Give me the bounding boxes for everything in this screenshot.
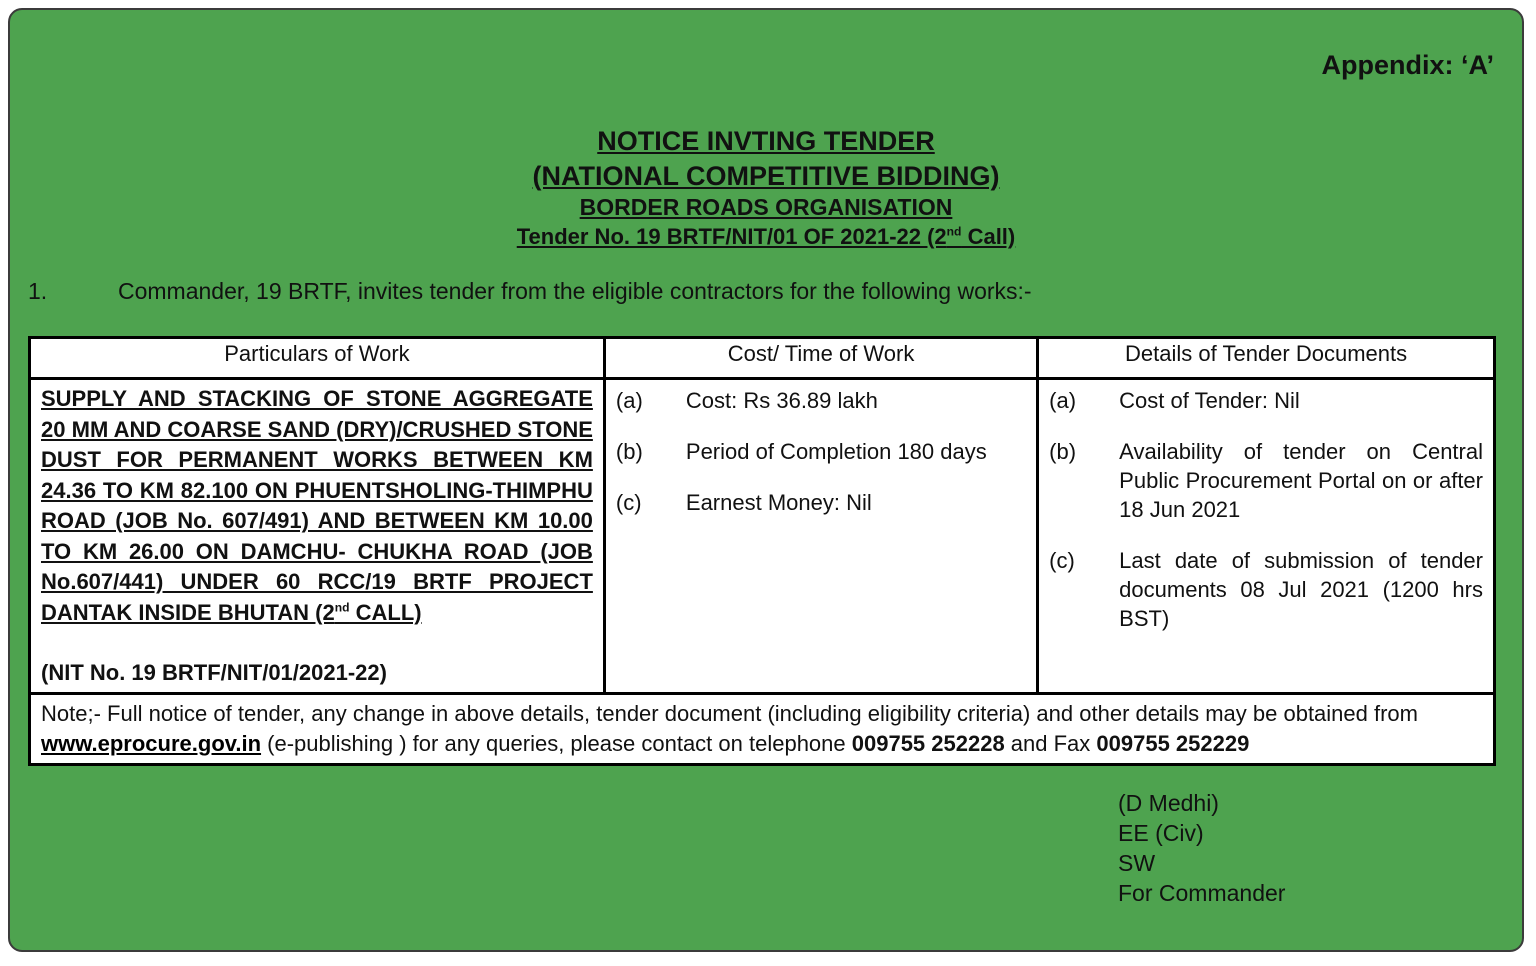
bidding-type: (NATIONAL COMPETITIVE BIDDING)	[532, 160, 1000, 191]
list-item	[616, 437, 1026, 466]
item-label: (b)	[1049, 439, 1077, 464]
item-label: (b)	[615, 439, 643, 464]
work-description-sup: nd	[334, 600, 350, 615]
list-item	[1049, 386, 1483, 415]
intro-text: Commander, 19 BRTF, invites tender from the eligible contractors for the following works:-	[118, 278, 1032, 304]
organisation-name: BORDER ROADS ORGANISATION	[579, 194, 953, 221]
tender-docs-cell	[1038, 379, 1495, 694]
signatory-for: For Commander	[1118, 880, 1286, 906]
item-label: (a)	[1049, 388, 1077, 413]
tender-number-call: Call)	[961, 223, 1016, 249]
signature-block	[1118, 788, 1285, 908]
nit-number: (NIT No. 19 BRTF/NIT/01/2021-22)	[41, 660, 387, 685]
notice-title: NOTICE INVTING TENDER	[597, 126, 935, 156]
header-tender-docs: Details of Tender Documents	[1038, 338, 1495, 379]
list-item	[616, 386, 1026, 415]
tender-cost-text: Cost of Tender: Nil	[1119, 388, 1300, 413]
telephone-number: 009755 252228	[851, 731, 1005, 756]
particulars-cell	[30, 379, 605, 694]
table-header-row	[30, 338, 1495, 379]
work-description-text: SUPPLY AND STACKING OF STONE AGGREGATE 20 MM AND COARSE SAND (DRY)/CRUSHED STONE DUST FOR PERMANENT WORKS BETWEEN KM 24.36 TO KM 82.100 ON PHUENTSHOLING-THIMPHU ROAD (JOB No. 607/491) AND BETWEEN KM 10.00 TO KM 26.00 ON DAMCHU- CHUKHA ROAD (JOB No.607/441) UNDER 60 RCC/19 BRTF PROJECT DANTAK INSIDE BHUTAN (2	[41, 386, 593, 625]
eprocure-link[interactable]: www.eprocure.gov.in	[41, 731, 262, 756]
intro-paragraph	[28, 278, 1032, 305]
availability-text: Availability of tender on Central Public Procurement Portal on or after 18 Jun 2021	[1119, 439, 1483, 522]
note-text: Note;- Full notice of tender, any change in above details, tender document (including eligibility criteria) and other details may be obtained from	[41, 701, 1418, 726]
work-description-call: CALL)	[349, 599, 422, 625]
note-text-fax: and Fax	[1004, 731, 1097, 756]
completion-period-text: Period of Completion 180 days	[685, 439, 987, 464]
earnest-money-text: Earnest Money: Nil	[685, 490, 872, 515]
item-label: (c)	[1049, 548, 1075, 573]
last-date-text: Last date of submission of tender documents 08 Jul 2021 (1200 hrs BST)	[1119, 548, 1483, 631]
cost-time-cell	[604, 379, 1037, 694]
work-description	[41, 384, 593, 628]
tender-number-sup: nd	[946, 224, 962, 239]
tender-number	[10, 223, 1522, 251]
note-text-mid: (e-publishing ) for any queries, please contact on telephone	[261, 731, 852, 756]
tender-number-text: Tender No. 19 BRTF/NIT/01 OF 2021-22 (2	[516, 223, 947, 249]
intro-number: 1.	[28, 278, 48, 304]
signatory-rank: EE (Civ)	[1118, 820, 1204, 846]
notice-card	[8, 8, 1524, 952]
header-particulars: Particulars of Work	[30, 338, 605, 379]
list-item	[616, 488, 1026, 517]
item-label: (a)	[615, 388, 643, 413]
note-cell	[30, 694, 1495, 765]
note-row	[30, 694, 1495, 765]
tender-table	[28, 336, 1496, 766]
cost-text: Cost: Rs 36.89 lakh	[685, 388, 878, 413]
list-item	[1049, 546, 1483, 633]
signatory-unit: SW	[1118, 850, 1156, 876]
signatory-name: (D Medhi)	[1118, 790, 1219, 816]
fax-number: 009755 252229	[1096, 731, 1250, 756]
list-item	[1049, 437, 1483, 524]
appendix-label: Appendix: ‘A’	[1321, 50, 1494, 80]
header-cost-time: Cost/ Time of Work	[604, 338, 1037, 379]
notice-headings	[10, 124, 1522, 251]
item-label: (c)	[615, 490, 642, 515]
table-row	[30, 379, 1495, 694]
